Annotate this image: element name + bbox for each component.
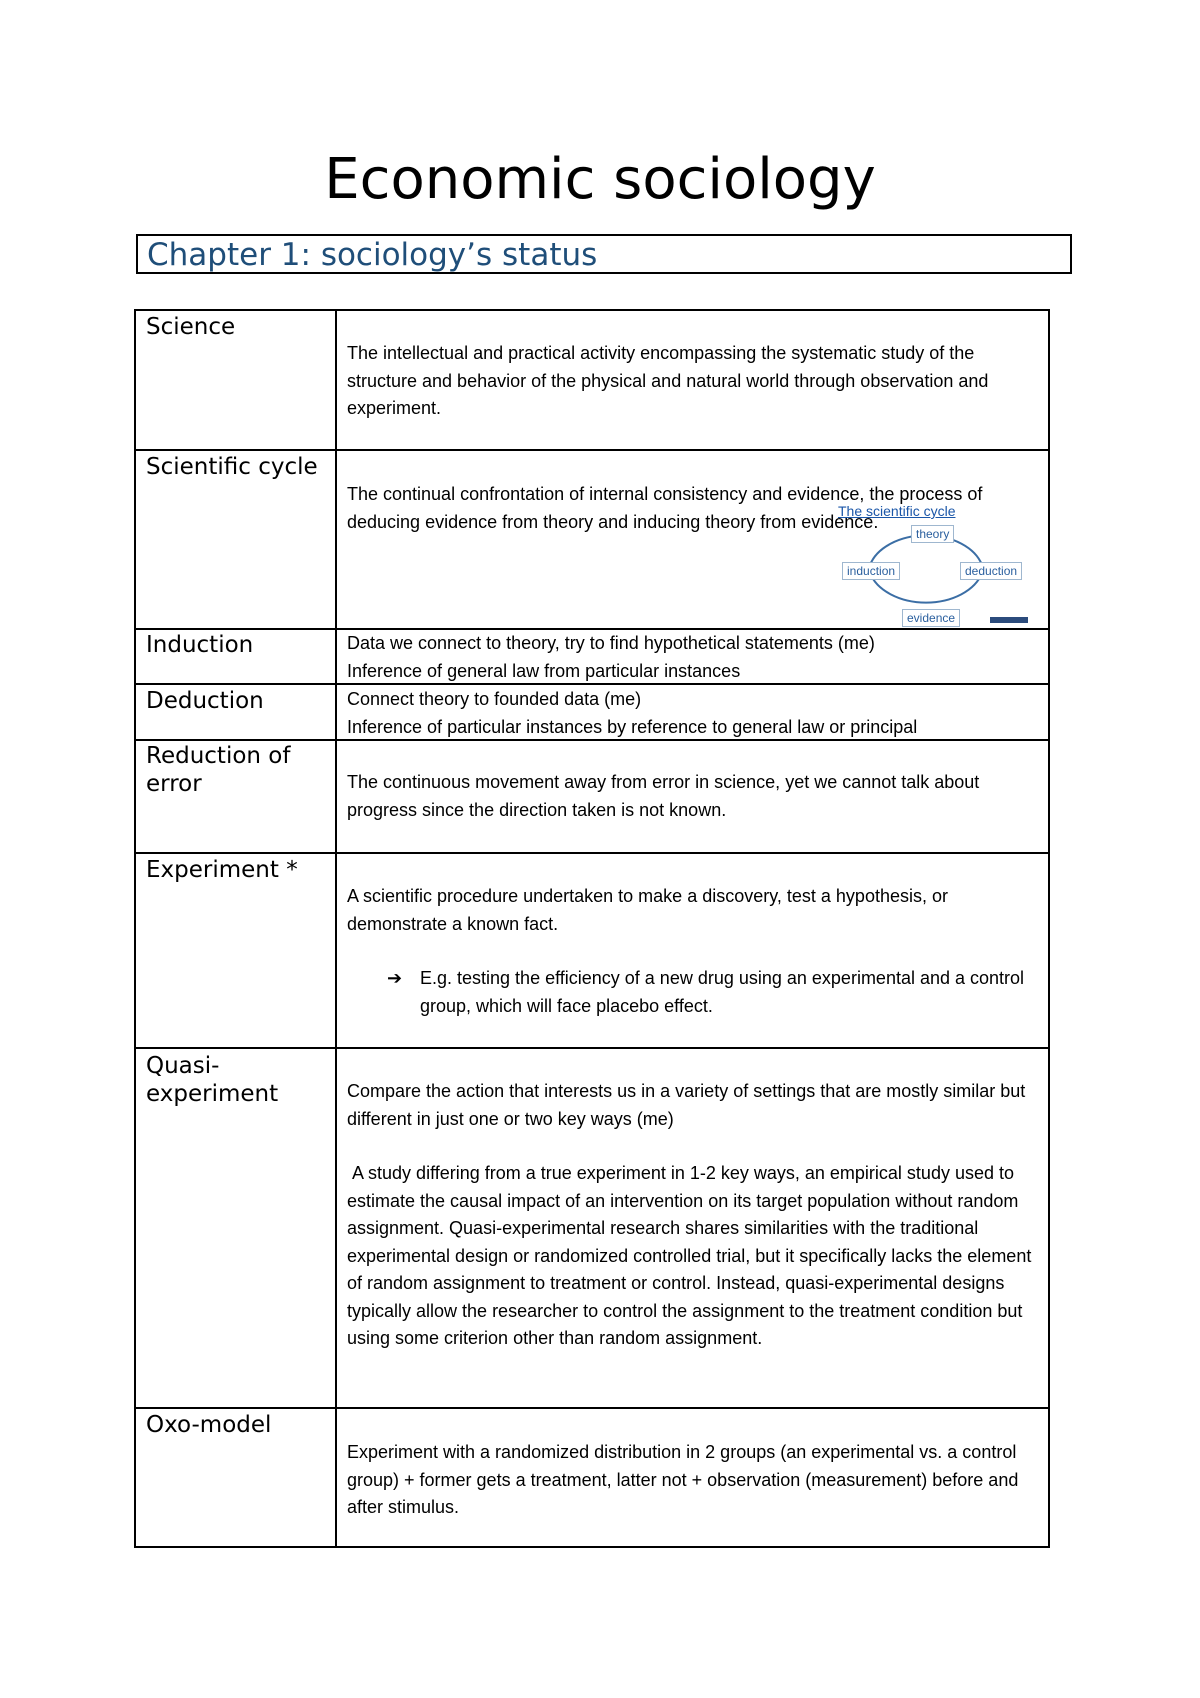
definition-text: Inference of general law from particular instances <box>347 660 741 681</box>
table-border <box>1048 309 1050 1548</box>
cycle-publisher-logo <box>990 617 1028 623</box>
definition-text: The intellectual and practical activity encompassing the systematic study of the structure and behavior of the physical and natural world through observation and experiment. <box>347 343 989 418</box>
bullet-item <box>347 965 1047 1020</box>
definition-deduction <box>347 686 1047 741</box>
definition-text: Compare the action that interests us in a variety of settings that are mostly similar but different in just one or two key ways (me) <box>347 1081 1026 1129</box>
row-divider <box>134 449 1050 451</box>
definition-quasi-experiment <box>347 1078 1047 1353</box>
term-experiment: Experiment * <box>146 857 298 883</box>
definition-text: Experiment with a randomized distribution in 2 groups (an experimental vs. a control group) + former gets a treatment, latter not + observation (measurement) before and after stimulus. <box>347 1442 1019 1517</box>
column-divider <box>335 309 337 1548</box>
cycle-node-evidence: evidence <box>902 609 960 627</box>
definition-science <box>347 340 1047 423</box>
table-border <box>134 309 1050 311</box>
term-scientific-cycle: Scientific cycle <box>146 454 318 480</box>
cycle-node-induction: induction <box>842 562 900 580</box>
chapter-heading-box <box>136 234 1072 274</box>
arrow-right-icon: ➔ <box>387 968 403 988</box>
definition-text: The continuous movement away from error in science, yet we cannot talk about progress since the direction taken is not known. <box>347 772 980 820</box>
bullet-text: E.g. testing the efficiency of a new drug using an experimental and a control group, which will face placebo effect. <box>420 968 1025 1016</box>
term-induction: Induction <box>146 632 254 658</box>
definition-reduction-of-error <box>347 769 1047 824</box>
row-divider <box>134 852 1050 854</box>
definition-induction <box>347 630 1047 685</box>
document-title: Economic sociology <box>324 147 876 212</box>
definition-text: Inference of particular instances by reference to general law or principal <box>347 716 918 737</box>
term-quasi-experiment: Quasi-experiment <box>146 1053 279 1107</box>
definition-text: A study differing from a true experiment in 1-2 key ways, an empirical study used to estimate the causal impact of an intervention on its target population without random assignment. Quasi-experimental research shares similarities with the traditional experimental design or randomized controlled trial, but it specifically lacks the element of random assignment to treatment or control. Instead, quasi-experimental designs typically allow the researcher to control the assignment to the treatment condition but using some criterion other than random assignment. <box>347 1163 1037 1348</box>
cycle-title: The scientific cycle <box>838 503 956 519</box>
definition-text: A scientific procedure undertaken to make a discovery, test a hypothesis, or demonstrate a known fact. <box>347 886 948 934</box>
row-divider <box>134 1407 1050 1409</box>
definition-text: Connect theory to founded data (me) <box>347 689 642 709</box>
cycle-node-deduction: deduction <box>960 562 1022 580</box>
table-border <box>134 1546 1050 1548</box>
definition-experiment <box>347 883 1047 1020</box>
table-border <box>134 309 136 1548</box>
term-reduction-of-error: Reduction of error <box>146 743 291 797</box>
term-oxo-model: Oxo-model <box>146 1412 272 1438</box>
row-divider <box>134 1047 1050 1049</box>
chapter-heading: Chapter 1: sociology’s status <box>147 237 598 273</box>
definition-text: The continual confrontation of internal consistency and evidence, the process of deducing evidence from theory and inducing theory from evidence. <box>347 484 983 532</box>
definition-text: Data we connect to theory, try to find hypothetical statements (me) <box>347 633 875 653</box>
term-science: Science <box>146 314 236 340</box>
term-deduction: Deduction <box>146 688 264 714</box>
scientific-cycle-figure <box>830 503 1030 627</box>
cycle-node-theory: theory <box>911 525 954 543</box>
definition-oxo-model <box>347 1439 1047 1522</box>
